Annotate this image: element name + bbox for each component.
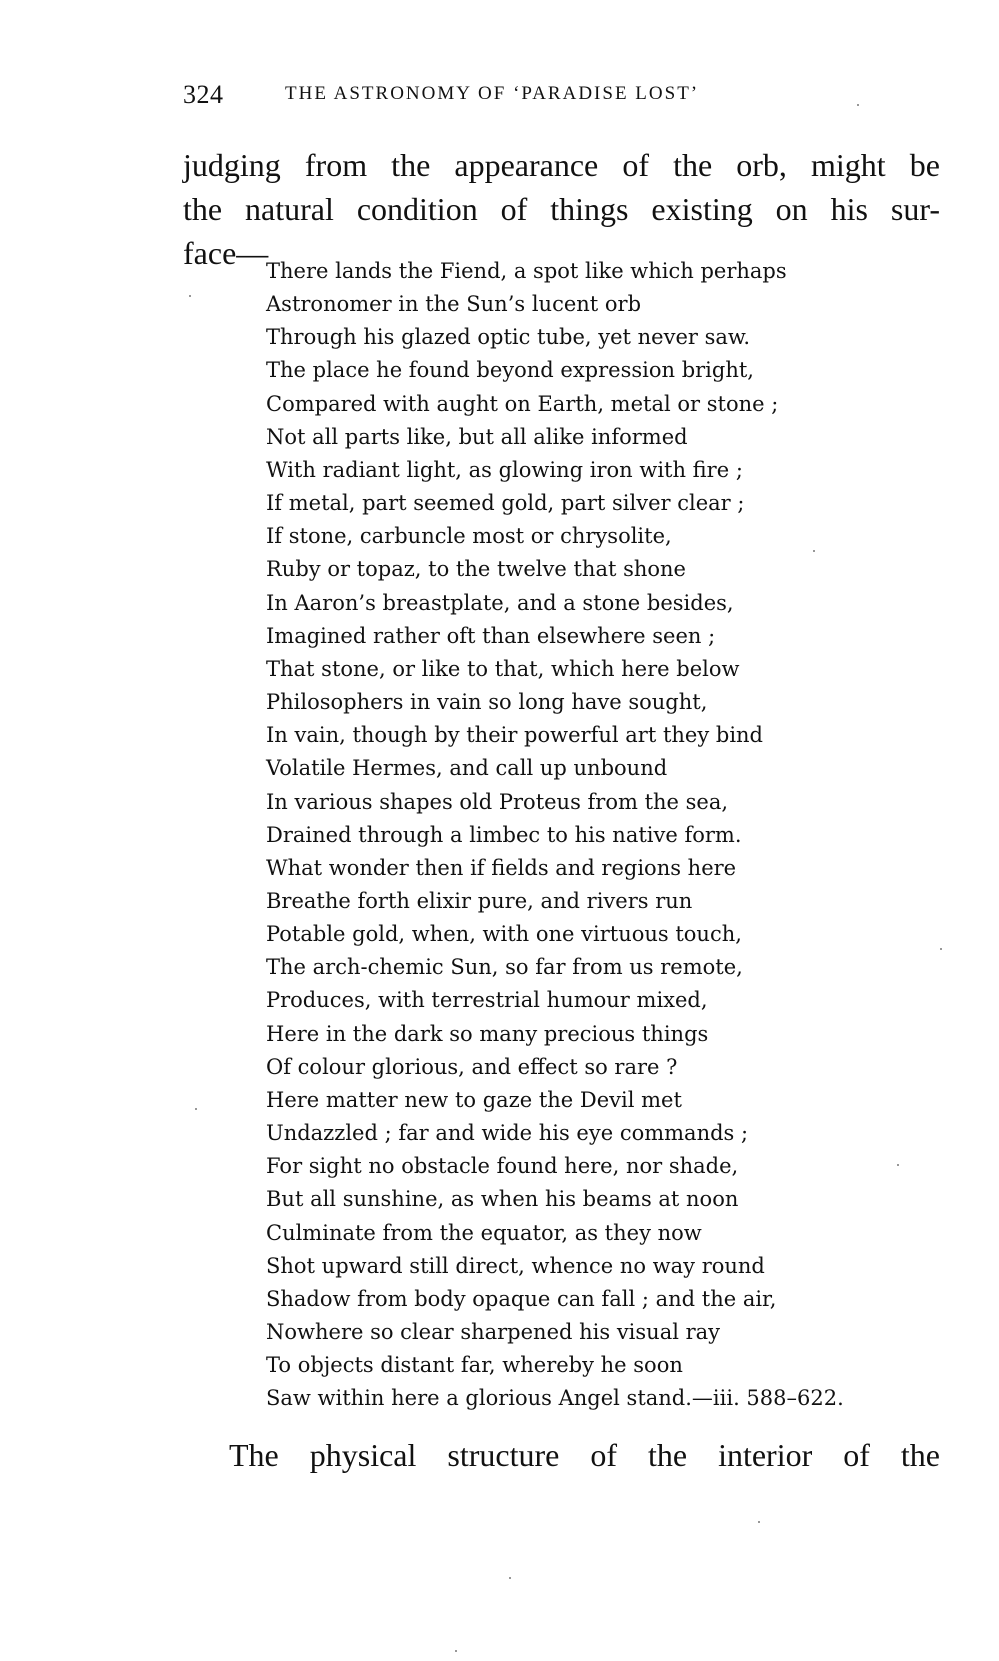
verse-line: Drained through a limbec to his native form. — [266, 822, 742, 847]
verse-line: What wonder then if fields and regions here — [266, 855, 737, 880]
verse-line: With radiant light, as glowing iron with fire ; — [266, 457, 743, 482]
verse-line: Through his glazed optic tube, yet never saw. — [266, 325, 751, 350]
verse-line: For sight no obstacle found here, nor shade, — [266, 1154, 739, 1179]
verse-line: Nowhere so clear sharpened his visual ray — [266, 1320, 721, 1344]
scan-speck — [897, 1164, 899, 1166]
verse-line: Potable gold, when, with one virtuous touch, — [266, 922, 742, 947]
verse-line: There lands the Fiend, a spot like which perhaps — [266, 259, 787, 283]
verse-line: Ruby or topaz, to the twelve that shone — [266, 557, 686, 582]
verse-line: To objects distant far, whereby he soon — [266, 1353, 683, 1378]
verse-line: If metal, part seemed gold, part silver clear ; — [266, 491, 745, 516]
verse-line: In vain, though by their powerful art they bind — [266, 723, 763, 748]
scan-speck — [857, 104, 859, 106]
intro-line: the natural condition of things existing on his sur- — [183, 191, 940, 227]
closing-paragraph-line: The physical structure of the interior of the — [229, 1437, 940, 1473]
verse-line: Shot upward still direct, whence no way round — [266, 1253, 765, 1278]
page-header — [183, 80, 883, 120]
verse-line: Produces, with terrestrial humour mixed, — [266, 988, 708, 1013]
verse-line: If stone, carbuncle most or chrysolite, — [266, 524, 672, 549]
scan-speck — [195, 1108, 197, 1110]
verse-line: Saw within here a glorious Angel stand.—iii. 588–622. — [266, 1386, 844, 1411]
verse-line: That stone, or like to that, which here below — [266, 656, 740, 681]
page-number: 324 — [183, 80, 224, 109]
verse-line: Imagined rather oft than elsewhere seen ; — [266, 623, 716, 648]
verse-line: Compared with aught on Earth, metal or stone ; — [266, 391, 779, 416]
verse-line: Astronomer in the Sun’s lucent orb — [266, 292, 642, 317]
verse-line: Here matter new to gaze the Devil met — [266, 1087, 682, 1112]
verse-line: Not all parts like, but all alike informed — [266, 424, 688, 449]
intro-line: judging from the appearance of the orb, might be — [183, 147, 940, 183]
verse-line: Volatile Hermes, and call up unbound — [266, 756, 668, 781]
intro-line: face— — [183, 235, 269, 271]
verse-line: Culminate from the equator, as they now — [266, 1220, 702, 1245]
verse-line: Philosophers in vain so long have sought, — [266, 690, 708, 715]
verse-line: In Aaron’s breastplate, and a stone besides, — [266, 590, 734, 615]
verse-line: Undazzled ; far and wide his eye commands ; — [266, 1121, 749, 1146]
scan-speck — [940, 948, 942, 950]
verse-line: Shadow from body opaque can fall ; and the air, — [266, 1286, 777, 1311]
verse-quotation — [266, 255, 926, 1415]
scan-speck — [189, 295, 191, 297]
scan-speck — [758, 1521, 760, 1523]
verse-line: The arch-chemic Sun, so far from us remote, — [266, 955, 743, 980]
verse-line: Of colour glorious, and effect so rare ? — [266, 1054, 678, 1079]
scan-speck — [509, 1577, 511, 1579]
scan-speck — [813, 550, 815, 552]
scan-speck — [455, 1650, 457, 1652]
verse-line: But all sunshine, as when his beams at noon — [266, 1187, 739, 1212]
running-head: THE ASTRONOMY OF ‘PARADISE LOST’ — [285, 83, 700, 104]
verse-line: In various shapes old Proteus from the sea, — [266, 789, 729, 814]
verse-line: The place he found beyond expression bright, — [266, 358, 754, 383]
verse-line: Here in the dark so many precious things — [266, 1021, 709, 1046]
verse-line: Breathe forth elixir pure, and rivers run — [266, 888, 693, 913]
